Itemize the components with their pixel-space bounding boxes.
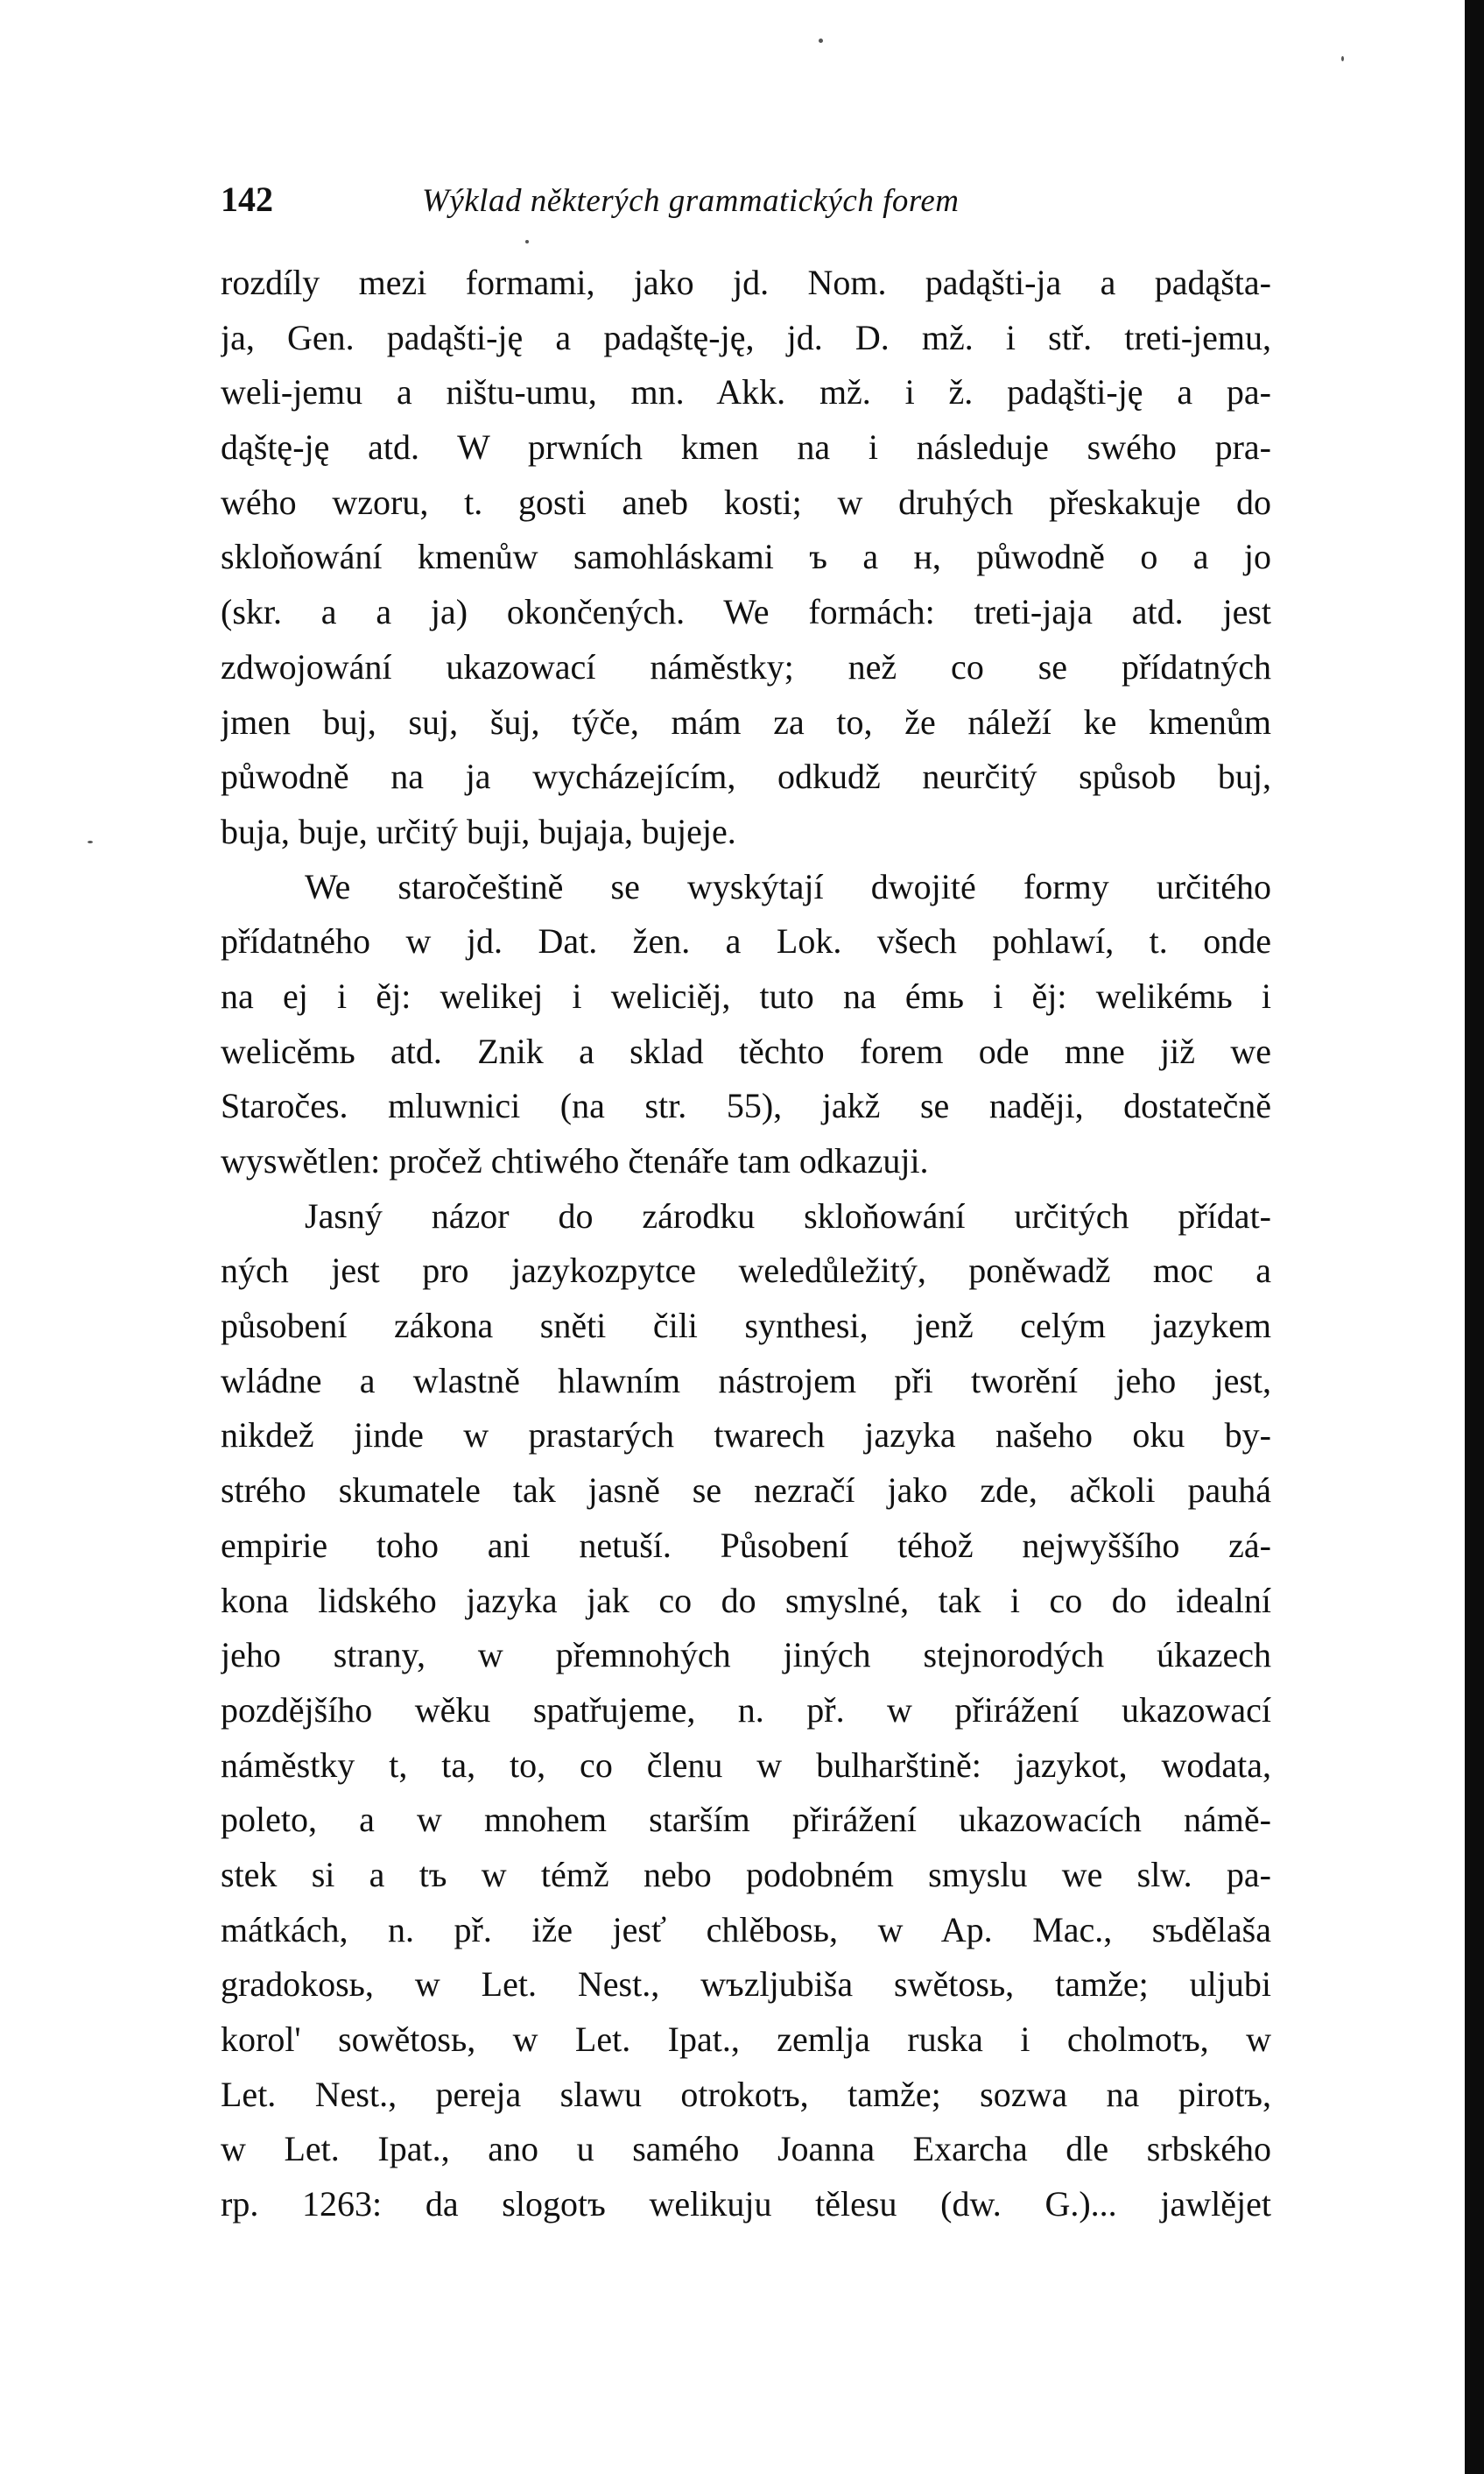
text-line: wládne a wlastně hlawním nástrojem při tworění jeho jest, <box>221 1360 1271 1400</box>
text-line: wyswětlen: pročež chtiwého čtenáře tam odkazuji. <box>221 1141 929 1181</box>
text-line: rozdíly mezi formami, jako jd. Nom. padąšti-ja a padąšta- <box>221 263 1271 302</box>
text-line: wého wzoru, t. gosti aneb kosti; w druhých přeskakuje do <box>221 482 1271 522</box>
text-line: Jasný názor do zárodku skloňowání určitých přídat- <box>305 1195 1271 1236</box>
text-line: mátkách, n. př. iže jesť chlěbosь, w Ap. Mac., sъdělaša <box>221 1909 1271 1949</box>
text-line: (skr. a a ja) okončených. We formách: treti-jaja atd. jest <box>221 592 1271 632</box>
text-line: korol' sowětosь, w Let. Ipat., zemlja ruska i cholmotъ, w <box>221 2019 1271 2059</box>
running-head: Wýklad některých grammatických forem <box>422 183 960 219</box>
text-line: Staročes. mluwnici (na str. 55), jakž se naději, dostatečně <box>221 1086 1271 1126</box>
text-line: stek si a tъ w témž nebo podobném smyslu we slw. pa- <box>221 1854 1271 1894</box>
scan-speck <box>819 39 823 43</box>
text-line: We staročeštině se wyskýtají dwojité formy určitého <box>305 866 1271 906</box>
text-line: jmen buj, suj, šuj, týče, mám za to, že náleží ke kmenům <box>221 701 1271 742</box>
text-line: zdwojowání ukazowací náměstky; než co se přídatných <box>221 646 1271 687</box>
text-line: empirie toho ani netuší. Působení téhož nejwyššího zá- <box>221 1525 1271 1565</box>
scan-speck <box>88 841 93 843</box>
text-line: weli-jemu a ništu-umu, mn. Akk. mž. i ž. padąšti-ję a pa- <box>221 372 1271 412</box>
page-number: 142 <box>221 180 273 219</box>
text-line: dąštę-ję atd. W prwních kmen na i následuje swého pra- <box>221 427 1271 468</box>
text-line: působení zákona sněti čili synthesi, jenž celým jazykem <box>221 1306 1271 1346</box>
text-line: ja, Gen. padąšti-ję a padąštę-ję, jd. D. mž. i stř. treti-jemu, <box>221 317 1271 357</box>
text-line: nikdež jinde w prastarých twarech jazyka našeho oku by- <box>221 1415 1271 1456</box>
text-line: poleto, a w mnohem starším přirážení ukazowacích námě- <box>221 1800 1271 1840</box>
page-edge-shadow <box>1465 0 1484 2474</box>
text-line: kona lidského jazyka jak co do smyslné, tak i co do idealní <box>221 1580 1271 1620</box>
text-line: půwodně na ja wycházejícím, odkudž neurčitý spůsob buj, <box>221 757 1271 797</box>
text-line: náměstky t, ta, to, co členu w bulharštině: jazykot, wodata, <box>221 1744 1271 1785</box>
text-line: přídatného w jd. Dat. žen. a Lok. všech pohlawí, t. onde <box>221 921 1271 962</box>
text-line: jeho strany, w přemnohých jiných stejnorodých úkazech <box>221 1635 1271 1675</box>
text-line: gradokosь, w Let. Nest., wъzljubiša swětosь, tamže; uljubi <box>221 1964 1271 2005</box>
text-line: Let. Nest., pereja slawu otrokotъ, tamže; sozwa na pirotъ, <box>221 2074 1271 2114</box>
body-text <box>221 256 1271 2232</box>
scan-speck <box>525 240 529 243</box>
text-line: rp. 1263: da slogotъ welikuju tělesu (dw. G.)... jawlějet <box>221 2184 1271 2224</box>
text-line: strého skumatele tak jasně se nezračí jako zde, ačkoli pauhá <box>221 1470 1271 1511</box>
text-line: pozdějšího wěku spatřujeme, n. př. w přirážení ukazowací <box>221 1689 1271 1730</box>
text-line: skloňowání kmenůw samohláskami ъ a н, půwodně o a jo <box>221 537 1271 577</box>
text-line: w Let. Ipat., ano u samého Joanna Exarcha dle srbského <box>221 2129 1271 2169</box>
text-line: buja, buje, určitý buji, bujaja, bujeje. <box>221 811 736 851</box>
scan-speck <box>1341 56 1344 61</box>
text-line: na ej i ěj: welikej i weliciěj, tuto na émь i ěj: welikémь i <box>221 976 1271 1016</box>
text-line: welicěmь atd. Znik a sklad těchto forem ode mne již we <box>221 1031 1271 1071</box>
page-header <box>221 179 1271 231</box>
text-line: ných jest pro jazykozpytce weledůležitý, poněwadž moc a <box>221 1251 1271 1291</box>
